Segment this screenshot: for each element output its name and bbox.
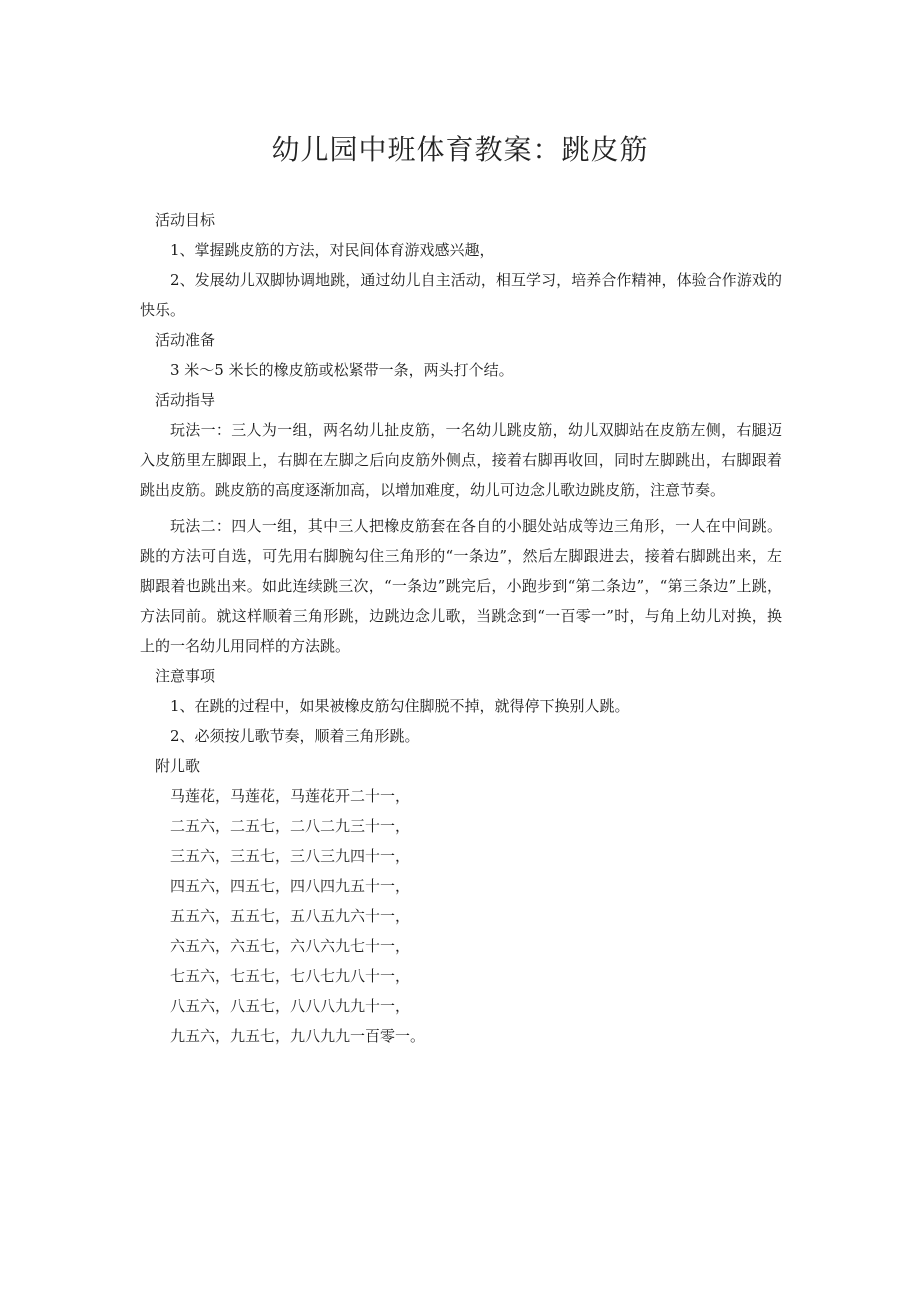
song-line: 四五六，四五七，四八四九五十一， bbox=[170, 877, 411, 895]
song-line: 二五六，二五七，二八二九三十一， bbox=[170, 817, 411, 835]
document-title: 幼儿园中班体育教案：跳皮筋 bbox=[271, 133, 649, 166]
document-body bbox=[140, 205, 782, 1051]
section-heading-notes: 注意事项 bbox=[155, 667, 216, 685]
goal-item-1: 1、掌握跳皮筋的方法，对民间体育游戏感兴趣， bbox=[170, 241, 495, 259]
goal-item-2: 2、发展幼儿双脚协调地跳，通过幼儿自主活动，相互学习，培养合作精神，体验合作游戏的快乐。 bbox=[140, 271, 782, 319]
note-item-2: 2、必须按儿歌节奏，顺着三角形跳。 bbox=[170, 727, 420, 745]
section-heading-guide: 活动指导 bbox=[155, 391, 216, 409]
guide-play-2: 玩法二：四人一组，其中三人把橡皮筋套在各自的小腿处站成等边三角形，一人在中间跳。跳的方法可自选，可先用右脚腕勾住三角形的“一条边”，然后左脚跟进去，接着右脚跳出来，左脚跟着也跳出来。如此连续跳三次，“一条边”跳完后，小跑步到“第二条边”，“第三条边”上跳，方法同前。就这样顺着三角形跳，边跳边念儿歌，当跳念到“一百零一”时，与角上幼儿对换，换上的一名幼儿用同样的方法跳。 bbox=[140, 517, 782, 655]
song-line: 八五六，八五七，八八八九九十一， bbox=[170, 997, 411, 1015]
song-line: 三五六，三五七，三八三九四十一， bbox=[170, 847, 411, 865]
song-line: 马莲花，马莲花，马莲花开二十一， bbox=[170, 787, 411, 805]
prep-text: 3 米～5 米长的橡皮筋或松紧带一条，两头打个结。 bbox=[170, 361, 514, 379]
note-item-1: 1、在跳的过程中，如果被橡皮筋勾住脚脱不掉，就得停下换别人跳。 bbox=[170, 697, 630, 715]
section-heading-prep: 活动准备 bbox=[155, 331, 216, 349]
song-line: 九五六，九五七，九八九九一百零一。 bbox=[170, 1027, 426, 1045]
section-heading-goals: 活动目标 bbox=[155, 211, 216, 229]
song-line: 七五六，七五七，七八七九八十一， bbox=[170, 967, 411, 985]
guide-play-1: 玩法一：三人为一组，两名幼儿扯皮筋，一名幼儿跳皮筋，幼儿双脚站在皮筋左侧，右腿迈入皮筋里左脚跟上，右脚在左脚之后向皮筋外侧点，接着右脚再收回，同时左脚跳出，右脚跟着跳出皮筋。跳皮筋的高度逐渐加高，以增加难度，幼儿可边念儿歌边跳皮筋，注意节奏。 bbox=[140, 421, 782, 499]
song-line: 六五六，六五七，六八六九七十一， bbox=[170, 937, 411, 955]
song-line: 五五六，五五七，五八五九六十一， bbox=[170, 907, 411, 925]
section-heading-song: 附儿歌 bbox=[155, 757, 201, 775]
